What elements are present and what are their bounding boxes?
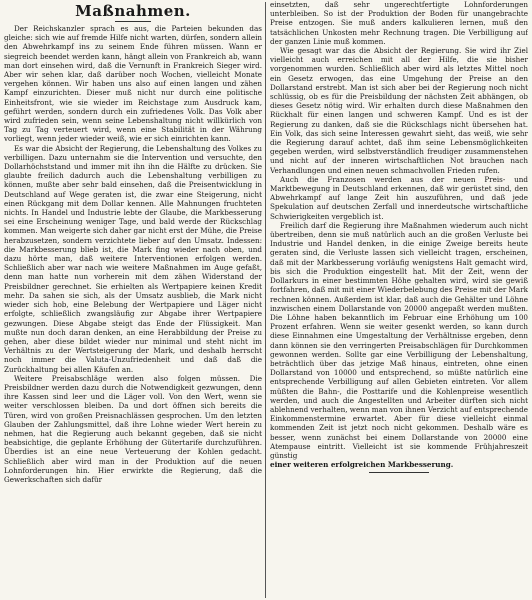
paragraph: Der Reichskanzler sprach es aus, die Parteien bekunden das gleiche: sich wie auf fremde Hilfe nicht warten, dürfen, sondern allein den Abwehrkampf ins zu seinem Ende führen müssen. Wann er siegreich beendet werden kann, hängt allein von Frankreich ab, wann man dort einsehen wird, daß die Vernunft in Frankreich Sieger wird. Aber wir sehen klar, daß darüber noch Wochen, vielleicht Monate vergehen können. Wir haben uns also auf einen langen und zähen Kampf einzurichten. Dieser muß nicht nur durch eine politische Einheitsfront, wie sie wieder im Reichstage zum Ausdruck kam, geführt werden, sondern durch ein zufriedenes Volk. Das Volk aber wird zufrieden sein, wenn seine Lebenshaltung nicht willkürlich von Tag zu Tag verteuert wird, wenn eine Stabilität in der Währung vorliegt, wenn jeder wieder weiß, wie er sich einrichten kann. — [4, 24, 262, 144]
paragraph: Weitere Preisabschläge werden also folgen müssen. Die Preisbildner werden dazu durch die Notwendigkeit gezwungen, denn ihre Kassen sind leer und die Läger voll. Von den Wert, wenn sie weiter verschlossen bleiben. Da und dort öffnen sich bereits die Türen, wird von großen Preisnachlässen gesprochen. Um den letzten Glauben der Zahlungsmittel, daß ihre Lohne wieder Wert herein zu nehmen, hat die Regierung auch bekannt gegeben, daß sie nicht beabsichtige, die geplante Erhöhung der Gütertarife durchzuführen. Überdies ist an eine neue Verteuerung der Kohlen gedacht. Schließlich aber wird man in der Produktion auf die neuen Lohnforderungen hin. Hier erwirkte die Regierung, daß die Gewerkschaften sich dafür — [4, 373, 262, 484]
end-divider — [369, 472, 429, 473]
paragraph: Auch die Franzosen werden aus der neuen Preis- und Marktbewegung in Deutschland erkennen, daß wir gerüstet sind, den Abwehrkampf auf lange Zeit hin auszuführen, und daß jede Spekulation auf deutschen Zerfall und innerdeutsche wirtschaftliche Schwierigkeiten vergeblich ist. — [270, 174, 528, 221]
article-title: Maßnahmen. — [75, 2, 191, 20]
paragraph: Es war die Absicht der Regierung, die Lebenshaltung des Volkes zu verbilligen. Dazu unternahm sie die Intervention und versuchte, den Dollarhöchststand und immer mit ihn ihn die Hälfte zu drücken. Sie glaubte freilich dadurch auch die Lebenshaltung verbilligen zu können, mußte aber sehr bald einsehen, daß die Preisentwicklung in Deutschland auf Wege geraten ist, die zwar eine Steigerung, nicht einen Rückgang mit dem Dollar kennen. Alle Mahnungen fruchteten nichts. In Handel und Industrie lebte der Glaube, die Markbesserung sei eine Erscheinung weniger Tage, und bald werde der Rückschlag kommen. Man weigerte sich daher gar nicht erst der Mühe, die Preise herabzusetzen, sondern verzichtete lieber auf den Umsatz. Indessen: die Markbesserung blieb ist, die Mark fing wieder nach oben, und dazu hörte man, daß weitere Interventionen erfolgen werden. Schließlich aber war nach wie weitere Maßnahmen im Auge gefaßt, denn man hatte nun vorherein mit dem zähen Widerstand der Preisbildner gerechnet. Sie erhielten als Wertpapiere keinen Kredit mehr. Da sahen sie sich, als der Umsatz ausblieb, die Mark nicht wieder sich hob, eine Belebung der Wertpapiere und Läger nicht erfolgte, schließlich zwangsläufig zur Abgabe ihrer Wertpapiere gezwungen. Diese Abgabe steigt das Ende der Flüssigkeit. Man mußte nun doch daran denken, an eine Herabbildung der Preise zu gehen, aber diese bildet wieder nur minimal und steht nicht im Verhältnis zu der Wertsteigerung der Mark, und deshalb herrscht noch immer die Valuta-Unzufriedenheit und daß daß die Zurückhaltung bei allen Käufen an. — [4, 143, 262, 374]
right-column — [270, 0, 528, 600]
title-divider — [115, 21, 151, 22]
paragraph: Freilich darf die Regierung ihre Maßnahmen wiederum auch nicht übertreiben, denn sie muß natürlich auch an die großen Verluste bei Industrie und Handel denken, in die einige Zweige bereits heute geraten sind, die Verluste lassen sich vielleicht tragen, erscheinen, daß mit der Markbesserung vorläufig wenigstens Halt gemacht wird, bis sich die Produktion eingestellt hat. Mit der Zeit, wenn der Dollarkurs in einer bestimmten Höhe gehalten wird, wird sie gewiß fortfahren, daß mit mit einer Wiederbelebung des Preise mit der Mark rechnen können. Außerdem ist klar, daß auch die Gehälter und Löhne inzwischen einem Dollarstande von 20000 angepaßt werden mußten. Die Löhne haben bekanntlich im Februar eine Erhöhung um 100 Prozent erfahren. Wenn sie weiter gesenkt werden, so kann durch diese Einnahmen eine Umgestaltung der Verhältnisse ergeben, denn dann können sie den verringerten Preisabschlägen für Durchkommen gewonnen werden. Sollte gar eine Verbilligung der Lebenshaltung, beträchtlich über das jetzige Maß hinaus, eintreten, ohne einen Dollarstand von 10000 und entsprechend, so müßte natürlich eine entsprechende Verbilligung auf allen Gebieten eintreten. Vor allem müßten die Bahn-, die Posttarife und die Kohlenpreise wesentlich werden, und auch die Angestellten und Arbeiter dürften sich nicht ablehnend verhalten, wenn man von ihnen Verzicht auf entsprechende Einkommenstermine erwartet. Aber für diese vielleicht einmal kommenden Zeit ist jetzt noch nicht gekommen. Deshalb wäre es besser, wenn zunächst bei einem Dollarstande von 20000 eine Atempause eintritt. Vielleicht ist sie kommende Frühjahreszeit günstig — [270, 220, 528, 460]
closing-line: einer weiteren erfolgreichen Markbesserung. — [270, 460, 454, 470]
paragraph: Wie gesagt war das die Absicht der Regierung. Sie wird ihr Ziel vielleicht auch erreichen mit all der Hilfe, die sie bisher vorgenommen wurden. Schließlich aber wird als letztes Mittel noch ein Gesetz erwogen, das eine Umgehung der Preise an den Dollarstand erstrebt. Man ist sich aber bei der Regierung noch nicht schlüssig, ob es für die Preisbildung der nächsten Zeit abhängen, ob dieses Gesetz nötig wird. Wir erhalten durch diese Maßnahmen den Rückhalt für einen langen und schweren Kampf. Und es ist der Regierung zu danken, daß sie die Rückschlags nicht übersehen hat. Ein Volk, das sich seine Interessen gewahrt sieht, das weiß, wie sehr die Regierung darauf achtet, daß ihm seine Lebensmöglichkeiten gegeben werden, wird selbstverständlich freudiger zusammenstehen und nicht auf der inneren wirtschaftlichen Not brauchen nach Verhandlungen und einen neuen schmachvollen Frieden rufen. — [270, 46, 528, 175]
paragraph: einsetzten, daß sehr ungerechtfertigte Lohnforderungen unterbleiben. So ist der Produktion der Boden für unangebrachte Preise entzogen. Sie muß anders kalkulieren lernen, muß den tatsächlichen Unkosten mehr Rechnung tragen. Die Verbilligung auf der ganzen Linie muß kommen. — [270, 0, 528, 46]
column-divider — [265, 2, 266, 598]
left-column — [4, 0, 262, 600]
